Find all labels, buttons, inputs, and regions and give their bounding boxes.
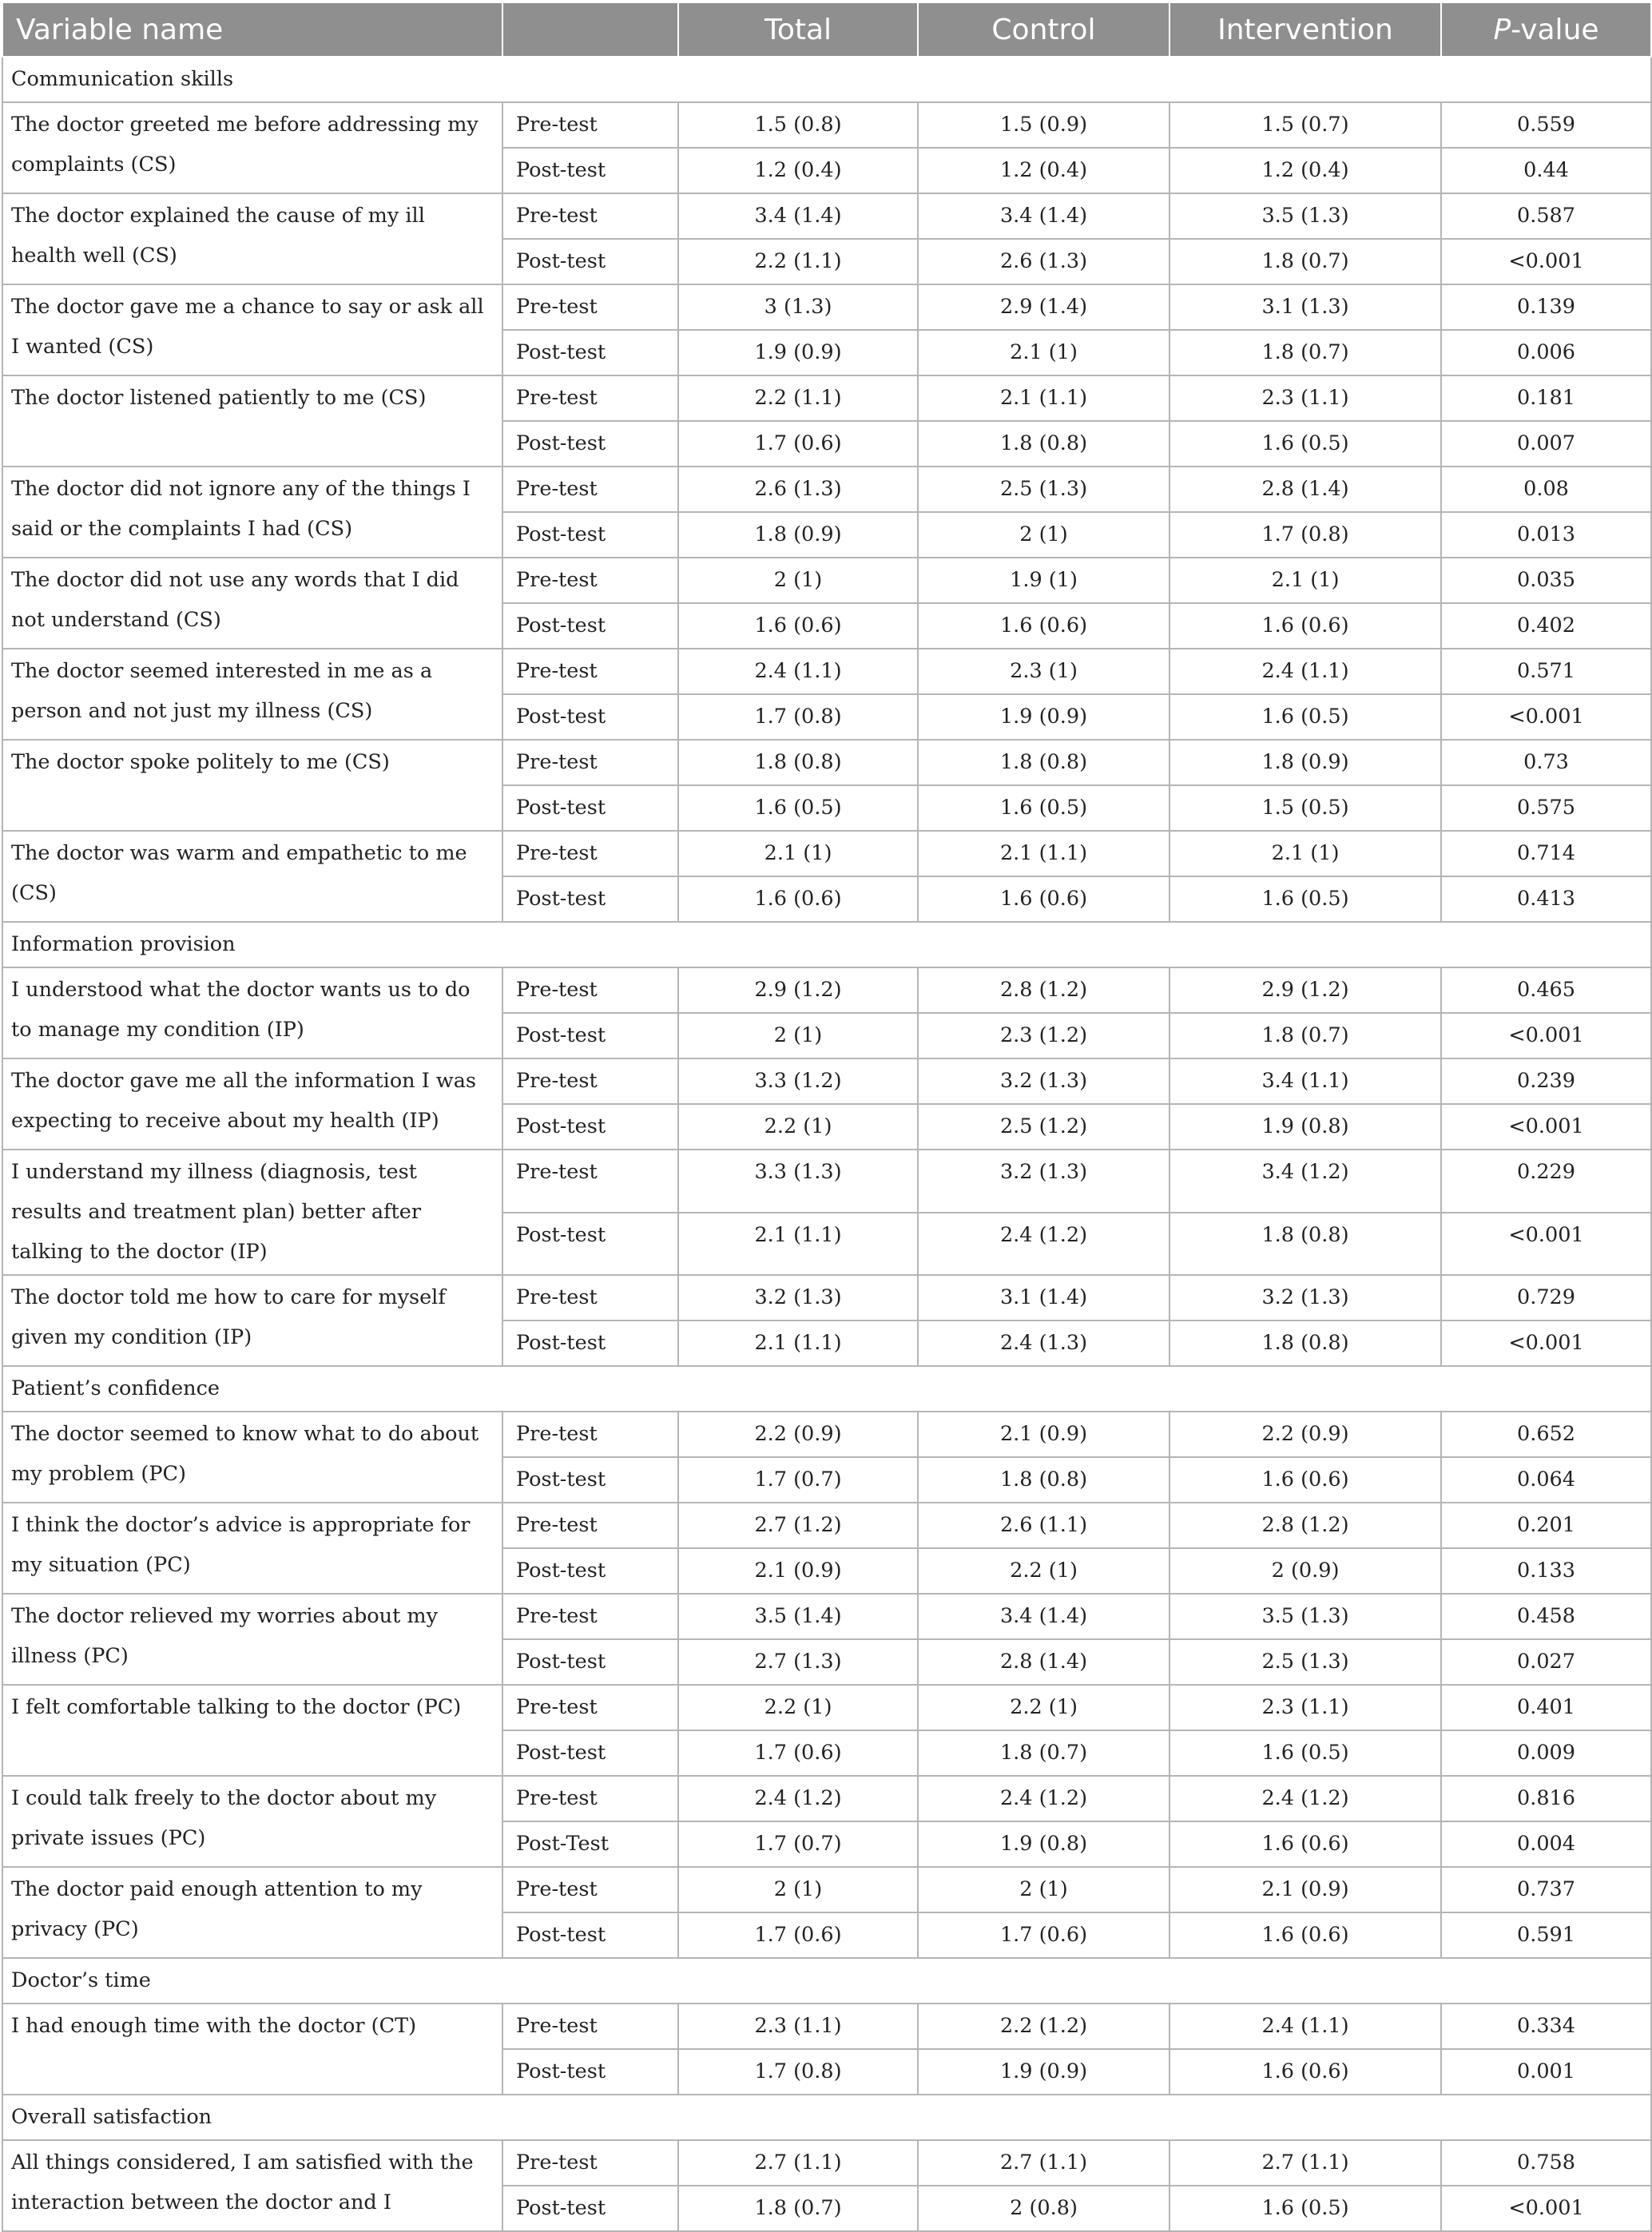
p-value-cell: 0.652 — [1441, 1412, 1651, 1457]
control-cell: 2 (1) — [918, 1867, 1170, 1912]
intervention-cell: 1.5 (0.7) — [1170, 102, 1441, 148]
p-value-cell: 0.73 — [1441, 740, 1651, 785]
phase-cell: Pre-test — [502, 1275, 678, 1321]
total-cell: 1.6 (0.6) — [678, 876, 918, 922]
table-row — [2, 193, 1651, 239]
control-cell: 1.9 (1) — [918, 558, 1170, 603]
total-cell: 3.2 (1.3) — [678, 1275, 918, 1321]
control-cell: 2 (1) — [918, 512, 1170, 558]
control-cell: 1.5 (0.9) — [918, 102, 1170, 148]
table-row — [2, 1776, 1651, 1821]
p-value-cell: 0.587 — [1441, 193, 1651, 239]
p-value-cell: 0.413 — [1441, 876, 1651, 922]
total-cell: 2.2 (1) — [678, 1685, 918, 1730]
p-value-cell: 0.201 — [1441, 1503, 1651, 1548]
intervention-cell: 2.8 (1.2) — [1170, 1503, 1441, 1548]
total-cell: 2.7 (1.2) — [678, 1503, 918, 1548]
total-cell: 1.6 (0.5) — [678, 785, 918, 831]
header-phase — [502, 3, 678, 57]
table-row — [2, 967, 1651, 1013]
p-value-cell: 0.007 — [1441, 421, 1651, 467]
intervention-cell: 2.4 (1.1) — [1170, 649, 1441, 694]
intervention-cell: 2.3 (1.1) — [1170, 1685, 1441, 1730]
p-value-cell: 0.729 — [1441, 1275, 1651, 1321]
control-cell: 1.6 (0.5) — [918, 785, 1170, 831]
variable-label: The doctor listened patiently to me (CS) — [2, 375, 502, 467]
total-cell: 2.4 (1.1) — [678, 649, 918, 694]
phase-cell: Pre-test — [502, 284, 678, 330]
intervention-cell: 2.3 (1.1) — [1170, 375, 1441, 421]
p-value-cell: 0.139 — [1441, 284, 1651, 330]
control-cell: 2.4 (1.2) — [918, 1213, 1170, 1276]
total-cell: 1.8 (0.9) — [678, 512, 918, 558]
p-value-cell: 0.758 — [1441, 2140, 1651, 2186]
variable-label: The doctor gave me all the information I was expecting to receive about my health (IP) — [2, 1058, 502, 1150]
table-row — [2, 1150, 1651, 1213]
table-body — [2, 57, 1651, 2231]
control-cell: 2.8 (1.2) — [918, 967, 1170, 1013]
phase-cell: Pre-test — [502, 1150, 678, 1213]
phase-cell: Post-test — [502, 603, 678, 649]
total-cell: 1.8 (0.8) — [678, 740, 918, 785]
total-cell: 2.7 (1.1) — [678, 2140, 918, 2186]
phase-cell: Post-test — [502, 1013, 678, 1058]
intervention-cell: 1.9 (0.8) — [1170, 1104, 1441, 1150]
total-cell: 2.1 (1) — [678, 831, 918, 876]
phase-cell: Post-test — [502, 876, 678, 922]
total-cell: 3.4 (1.4) — [678, 193, 918, 239]
section-label: Information provision — [2, 922, 1651, 967]
variable-label: The doctor did not ignore any of the things I said or the complaints I had (CS) — [2, 467, 502, 558]
intervention-cell: 1.6 (0.6) — [1170, 1912, 1441, 1958]
intervention-cell: 1.5 (0.5) — [1170, 785, 1441, 831]
section-row — [2, 922, 1651, 967]
variable-label: The doctor paid enough attention to my privacy (PC) — [2, 1867, 502, 1958]
p-value-cell: 0.013 — [1441, 512, 1651, 558]
variable-label: The doctor gave me a chance to say or ask all I wanted (CS) — [2, 284, 502, 375]
p-value-cell: <0.001 — [1441, 2186, 1651, 2231]
p-value-cell: <0.001 — [1441, 1104, 1651, 1150]
header-variable-name: Variable name — [2, 3, 502, 57]
p-value-cell: 0.714 — [1441, 831, 1651, 876]
phase-cell: Pre-test — [502, 1503, 678, 1548]
control-cell: 1.8 (0.7) — [918, 1730, 1170, 1776]
phase-cell: Post-test — [502, 1213, 678, 1276]
table-row — [2, 649, 1651, 694]
p-value-cell: 0.591 — [1441, 1912, 1651, 1958]
variable-label: The doctor seemed interested in me as a person and not just my illness (CS) — [2, 649, 502, 740]
section-label: Patient’s confidence — [2, 1366, 1651, 1412]
phase-cell: Pre-test — [502, 1867, 678, 1912]
control-cell: 1.9 (0.8) — [918, 1821, 1170, 1867]
phase-cell: Pre-test — [502, 102, 678, 148]
total-cell: 2.2 (1.1) — [678, 375, 918, 421]
p-value-cell: 0.035 — [1441, 558, 1651, 603]
intervention-cell: 1.6 (0.5) — [1170, 2186, 1441, 2231]
p-value-cell: 0.08 — [1441, 467, 1651, 512]
variable-label: The doctor greeted me before addressing my complaints (CS) — [2, 102, 502, 193]
total-cell: 2.6 (1.3) — [678, 467, 918, 512]
table-row — [2, 1594, 1651, 1639]
total-cell: 1.6 (0.6) — [678, 603, 918, 649]
phase-cell: Post-test — [502, 512, 678, 558]
intervention-cell: 1.7 (0.8) — [1170, 512, 1441, 558]
total-cell: 2.2 (1) — [678, 1104, 918, 1150]
phase-cell: Post-test — [502, 694, 678, 740]
total-cell: 2.1 (0.9) — [678, 1548, 918, 1594]
table-row — [2, 740, 1651, 785]
total-cell: 1.5 (0.8) — [678, 102, 918, 148]
phase-cell: Pre-test — [502, 1058, 678, 1104]
total-cell: 1.7 (0.7) — [678, 1457, 918, 1503]
variable-label: I felt comfortable talking to the doctor (PC) — [2, 1685, 502, 1776]
phase-cell: Post-test — [502, 1730, 678, 1776]
phase-cell: Pre-test — [502, 831, 678, 876]
phase-cell: Pre-test — [502, 1776, 678, 1821]
intervention-cell: 1.6 (0.6) — [1170, 2049, 1441, 2095]
phase-cell: Post-test — [502, 330, 678, 375]
phase-cell: Post-test — [502, 1639, 678, 1685]
p-value-cell: 0.229 — [1441, 1150, 1651, 1213]
total-cell: 1.9 (0.9) — [678, 330, 918, 375]
p-value-cell: 0.004 — [1441, 1821, 1651, 1867]
variable-label: The doctor told me how to care for myself given my condition (IP) — [2, 1275, 502, 1366]
total-cell: 1.7 (0.6) — [678, 421, 918, 467]
p-value-cell: <0.001 — [1441, 239, 1651, 284]
p-value-cell: 0.009 — [1441, 1730, 1651, 1776]
intervention-cell: 3.2 (1.3) — [1170, 1275, 1441, 1321]
total-cell: 3 (1.3) — [678, 284, 918, 330]
control-cell: 2.7 (1.1) — [918, 2140, 1170, 2186]
control-cell: 2.5 (1.3) — [918, 467, 1170, 512]
intervention-cell: 2.4 (1.1) — [1170, 2004, 1441, 2049]
control-cell: 3.2 (1.3) — [918, 1058, 1170, 1104]
intervention-cell: 1.6 (0.6) — [1170, 1457, 1441, 1503]
control-cell: 3.2 (1.3) — [918, 1150, 1170, 1213]
p-value-cell: 0.575 — [1441, 785, 1651, 831]
intervention-cell: 3.1 (1.3) — [1170, 284, 1441, 330]
control-cell: 2.8 (1.4) — [918, 1639, 1170, 1685]
table-row — [2, 2140, 1651, 2186]
control-cell: 2 (0.8) — [918, 2186, 1170, 2231]
intervention-cell: 1.6 (0.5) — [1170, 876, 1441, 922]
total-cell: 1.7 (0.7) — [678, 1821, 918, 1867]
total-cell: 3.5 (1.4) — [678, 1594, 918, 1639]
p-value-cell: 0.181 — [1441, 375, 1651, 421]
results-table — [2, 3, 1652, 2232]
variable-label: The doctor relieved my worries about my illness (PC) — [2, 1594, 502, 1685]
intervention-cell: 2.4 (1.2) — [1170, 1776, 1441, 1821]
intervention-cell: 1.6 (0.5) — [1170, 421, 1441, 467]
total-cell: 2 (1) — [678, 1867, 918, 1912]
table-row — [2, 102, 1651, 148]
total-cell: 1.8 (0.7) — [678, 2186, 918, 2231]
p-value-cell: <0.001 — [1441, 1213, 1651, 1276]
control-cell: 2.1 (1.1) — [918, 375, 1170, 421]
intervention-cell: 1.2 (0.4) — [1170, 148, 1441, 193]
intervention-cell: 2 (0.9) — [1170, 1548, 1441, 1594]
p-value-cell: <0.001 — [1441, 1321, 1651, 1366]
table-row — [2, 467, 1651, 512]
control-cell: 2.2 (1) — [918, 1685, 1170, 1730]
p-value-cell: <0.001 — [1441, 1013, 1651, 1058]
control-cell: 2.4 (1.3) — [918, 1321, 1170, 1366]
control-cell: 2.1 (0.9) — [918, 1412, 1170, 1457]
header-control: Control — [918, 3, 1170, 57]
phase-cell: Post-test — [502, 1548, 678, 1594]
section-row — [2, 57, 1651, 102]
intervention-cell: 2.7 (1.1) — [1170, 2140, 1441, 2186]
section-label: Overall satisfaction — [2, 2095, 1651, 2140]
phase-cell: Post-Test — [502, 1821, 678, 1867]
phase-cell: Pre-test — [502, 1594, 678, 1639]
variable-label: The doctor explained the cause of my ill health well (CS) — [2, 193, 502, 284]
p-value-cell: 0.559 — [1441, 102, 1651, 148]
control-cell: 2.2 (1) — [918, 1548, 1170, 1594]
intervention-cell: 1.8 (0.7) — [1170, 330, 1441, 375]
variable-label: I think the doctor’s advice is appropriate for my situation (PC) — [2, 1503, 502, 1594]
phase-cell: Pre-test — [502, 193, 678, 239]
total-cell: 1.2 (0.4) — [678, 148, 918, 193]
p-value-cell: 0.571 — [1441, 649, 1651, 694]
variable-label: The doctor did not use any words that I did not understand (CS) — [2, 558, 502, 649]
table-row — [2, 284, 1651, 330]
variable-label: The doctor seemed to know what to do about my problem (PC) — [2, 1412, 502, 1503]
variable-label: The doctor was warm and empathetic to me (CS) — [2, 831, 502, 922]
table-row — [2, 831, 1651, 876]
control-cell: 1.6 (0.6) — [918, 876, 1170, 922]
intervention-cell: 2.1 (1) — [1170, 831, 1441, 876]
variable-label: The doctor spoke politely to me (CS) — [2, 740, 502, 831]
intervention-cell: 3.5 (1.3) — [1170, 193, 1441, 239]
total-cell: 3.3 (1.2) — [678, 1058, 918, 1104]
phase-cell: Pre-test — [502, 1412, 678, 1457]
table-row — [2, 1058, 1651, 1104]
phase-cell: Post-test — [502, 785, 678, 831]
intervention-cell: 2.5 (1.3) — [1170, 1639, 1441, 1685]
section-label: Doctor’s time — [2, 1958, 1651, 2004]
p-value-cell: 0.133 — [1441, 1548, 1651, 1594]
table-row — [2, 1503, 1651, 1548]
control-cell: 2.3 (1) — [918, 649, 1170, 694]
section-row — [2, 1366, 1651, 1412]
intervention-cell: 1.8 (0.8) — [1170, 1213, 1441, 1276]
phase-cell: Post-test — [502, 1104, 678, 1150]
total-cell: 3.3 (1.3) — [678, 1150, 918, 1213]
phase-cell: Pre-test — [502, 2004, 678, 2049]
total-cell: 2.3 (1.1) — [678, 2004, 918, 2049]
control-cell: 2.1 (1.1) — [918, 831, 1170, 876]
p-value-cell: 0.458 — [1441, 1594, 1651, 1639]
control-cell: 2.1 (1) — [918, 330, 1170, 375]
header-intervention: Intervention — [1170, 3, 1441, 57]
p-value-cell: 0.006 — [1441, 330, 1651, 375]
total-cell: 2 (1) — [678, 558, 918, 603]
phase-cell: Pre-test — [502, 967, 678, 1013]
control-cell: 1.2 (0.4) — [918, 148, 1170, 193]
intervention-cell: 2.2 (0.9) — [1170, 1412, 1441, 1457]
p-value-cell: 0.816 — [1441, 1776, 1651, 1821]
phase-cell: Post-test — [502, 2186, 678, 2231]
header-p-value — [1441, 3, 1651, 57]
phase-cell: Post-test — [502, 1457, 678, 1503]
control-cell: 2.9 (1.4) — [918, 284, 1170, 330]
control-cell: 3.1 (1.4) — [918, 1275, 1170, 1321]
total-cell: 2 (1) — [678, 1013, 918, 1058]
control-cell: 1.9 (0.9) — [918, 2049, 1170, 2095]
p-value-cell: 0.44 — [1441, 148, 1651, 193]
phase-cell: Post-test — [502, 1321, 678, 1366]
intervention-cell: 1.6 (0.6) — [1170, 1821, 1441, 1867]
p-value-cell: 0.334 — [1441, 2004, 1651, 2049]
control-cell: 2.6 (1.1) — [918, 1503, 1170, 1548]
phase-cell: Post-test — [502, 2049, 678, 2095]
phase-cell: Post-test — [502, 1912, 678, 1958]
p-value-cell: 0.402 — [1441, 603, 1651, 649]
intervention-cell: 1.8 (0.8) — [1170, 1321, 1441, 1366]
variable-label: I had enough time with the doctor (CT) — [2, 2004, 502, 2095]
variable-label: All things considered, I am satisfied with the interaction between the doctor and I — [2, 2140, 502, 2231]
table-row — [2, 1412, 1651, 1457]
variable-label: I understand my illness (diagnosis, test results and treatment plan) better after talking to the doctor (IP) — [2, 1150, 502, 1275]
table-row — [2, 1275, 1651, 1321]
header-total: Total — [678, 3, 918, 57]
section-row — [2, 1958, 1651, 2004]
control-cell: 1.8 (0.8) — [918, 1457, 1170, 1503]
intervention-cell: 1.8 (0.7) — [1170, 1013, 1441, 1058]
intervention-cell: 1.6 (0.5) — [1170, 694, 1441, 740]
total-cell: 2.2 (0.9) — [678, 1412, 918, 1457]
table-row — [2, 2004, 1651, 2049]
phase-cell: Pre-test — [502, 558, 678, 603]
variable-label: I understood what the doctor wants us to do to manage my condition (IP) — [2, 967, 502, 1058]
phase-cell: Pre-test — [502, 375, 678, 421]
control-cell: 3.4 (1.4) — [918, 193, 1170, 239]
control-cell: 3.4 (1.4) — [918, 1594, 1170, 1639]
control-cell: 2.5 (1.2) — [918, 1104, 1170, 1150]
p-value-cell: 0.064 — [1441, 1457, 1651, 1503]
header-p-italic: P — [1493, 13, 1511, 46]
total-cell: 2.2 (1.1) — [678, 239, 918, 284]
control-cell: 2.6 (1.3) — [918, 239, 1170, 284]
phase-cell: Post-test — [502, 239, 678, 284]
p-value-cell: 0.737 — [1441, 1867, 1651, 1912]
phase-cell: Pre-test — [502, 740, 678, 785]
control-cell: 2.3 (1.2) — [918, 1013, 1170, 1058]
header-p-rest: -value — [1511, 13, 1599, 46]
control-cell: 1.8 (0.8) — [918, 740, 1170, 785]
control-cell: 2.4 (1.2) — [918, 1776, 1170, 1821]
total-cell: 1.7 (0.6) — [678, 1912, 918, 1958]
variable-label: I could talk freely to the doctor about my private issues (PC) — [2, 1776, 502, 1867]
phase-cell: Pre-test — [502, 649, 678, 694]
control-cell: 1.8 (0.8) — [918, 421, 1170, 467]
p-value-cell: <0.001 — [1441, 694, 1651, 740]
intervention-cell: 1.6 (0.5) — [1170, 1730, 1441, 1776]
intervention-cell: 2.1 (0.9) — [1170, 1867, 1441, 1912]
total-cell: 1.7 (0.8) — [678, 694, 918, 740]
intervention-cell: 1.8 (0.9) — [1170, 740, 1441, 785]
control-cell: 1.9 (0.9) — [918, 694, 1170, 740]
phase-cell: Post-test — [502, 421, 678, 467]
table-row — [2, 1685, 1651, 1730]
phase-cell: Post-test — [502, 148, 678, 193]
p-value-cell: 0.001 — [1441, 2049, 1651, 2095]
section-row — [2, 2095, 1651, 2140]
p-value-cell: 0.401 — [1441, 1685, 1651, 1730]
total-cell: 2.4 (1.2) — [678, 1776, 918, 1821]
intervention-cell: 2.9 (1.2) — [1170, 967, 1441, 1013]
table-row — [2, 375, 1651, 421]
p-value-cell: 0.027 — [1441, 1639, 1651, 1685]
table-header-row — [2, 3, 1651, 57]
total-cell: 2.1 (1.1) — [678, 1321, 918, 1366]
p-value-cell: 0.465 — [1441, 967, 1651, 1013]
phase-cell: Pre-test — [502, 2140, 678, 2186]
phase-cell: Pre-test — [502, 1685, 678, 1730]
intervention-cell: 1.6 (0.6) — [1170, 603, 1441, 649]
intervention-cell: 2.1 (1) — [1170, 558, 1441, 603]
total-cell: 2.1 (1.1) — [678, 1213, 918, 1276]
control-cell: 2.2 (1.2) — [918, 2004, 1170, 2049]
table-row — [2, 558, 1651, 603]
control-cell: 1.6 (0.6) — [918, 603, 1170, 649]
intervention-cell: 3.5 (1.3) — [1170, 1594, 1441, 1639]
p-value-cell: 0.239 — [1441, 1058, 1651, 1104]
intervention-cell: 2.8 (1.4) — [1170, 467, 1441, 512]
total-cell: 1.7 (0.8) — [678, 2049, 918, 2095]
total-cell: 1.7 (0.6) — [678, 1730, 918, 1776]
control-cell: 1.7 (0.6) — [918, 1912, 1170, 1958]
section-label: Communication skills — [2, 57, 1651, 102]
intervention-cell: 3.4 (1.2) — [1170, 1150, 1441, 1213]
table-row — [2, 1867, 1651, 1912]
total-cell: 2.7 (1.3) — [678, 1639, 918, 1685]
intervention-cell: 3.4 (1.1) — [1170, 1058, 1441, 1104]
intervention-cell: 1.8 (0.7) — [1170, 239, 1441, 284]
total-cell: 2.9 (1.2) — [678, 967, 918, 1013]
phase-cell: Pre-test — [502, 467, 678, 512]
